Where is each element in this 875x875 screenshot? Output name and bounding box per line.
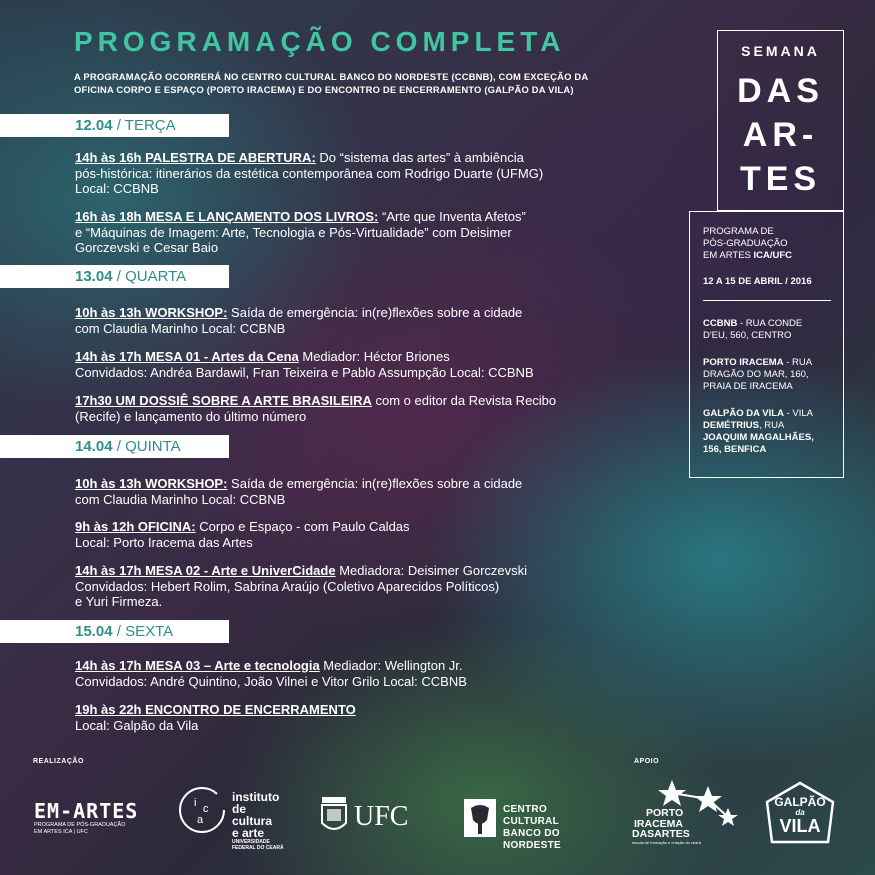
event-heading: 16h às 18h MESA E LANÇAMENTO DOS LIVROS:	[75, 209, 379, 224]
location-name: JOAQUIM MAGALHÃES,	[703, 432, 814, 443]
realizacao-label: REALIZAÇÃO	[33, 758, 84, 765]
ica-name: instituto	[232, 790, 280, 804]
event-first-line	[75, 349, 615, 365]
location-name: PORTO IRACEMA	[703, 357, 784, 368]
ufc-crest-icon	[318, 795, 350, 837]
event-item	[75, 476, 615, 507]
ica-name: de cultura	[232, 802, 273, 828]
event-heading: 14h às 17h MESA 01 - Artes da Cena	[75, 349, 299, 364]
em-artes-wordmark: EM-ARTES	[34, 799, 139, 823]
day-date: 12.04	[75, 117, 113, 134]
porto-name: DASARTES	[632, 828, 690, 840]
location-porto-iracema	[703, 357, 838, 393]
porto-name: IRACEMA	[634, 817, 683, 830]
bnb-name: CENTRO CULTURAL	[503, 804, 560, 827]
svg-text:a: a	[197, 814, 204, 826]
program-info	[703, 226, 838, 262]
event-item	[75, 305, 615, 336]
location-address: - VILA	[783, 408, 813, 419]
program-unit: ICA/UFC	[753, 250, 793, 261]
day-weekday: QUARTA	[125, 268, 187, 285]
event-text: Mediador: Héctor Briones	[298, 349, 450, 364]
event-item	[75, 393, 615, 424]
location-address: D'EU, 560, CENTRO	[703, 330, 792, 341]
info-box	[689, 211, 844, 478]
event-text-line: Local: Galpão da Vila	[75, 717, 199, 733]
event-heading: 9h às 12h OFICINA:	[75, 519, 196, 534]
event-heading: 19h às 22h ENCONTRO DE ENCERRAMENTO	[75, 702, 356, 717]
apoio-label: APOIO	[634, 758, 660, 765]
day-weekday: QUINTA	[125, 438, 181, 455]
event-item	[75, 150, 615, 197]
event-text-line: e “Máquinas de Imagem: Arte, Tecnologia e Pós-Virtualidade” com Deisimer	[75, 224, 512, 240]
ica-subtitle: UNIVERSIDADE	[232, 839, 270, 845]
event-heading: 17h30 UM DOSSIÊ SOBRE A ARTE BRASILEIRA	[75, 393, 372, 408]
event-text-line: Convidados: Hebert Rolim, Sabrina Araújo (Coletivo Aparecidos Políticos)	[75, 578, 500, 594]
location-address: - RUA	[783, 357, 813, 368]
intro-line: OFICINA CORPO E ESPAÇO (PORTO IRACEMA) E DO ENCONTRO DE ENCERRAMENTO (GALPÃO DA VILA)	[74, 84, 574, 95]
porto-name: PORTO	[646, 807, 684, 819]
day-separator: /	[112, 438, 126, 455]
day-separator: /	[112, 117, 125, 134]
event-first-line	[75, 209, 615, 225]
event-first-line	[75, 658, 615, 674]
ica-circle-icon	[176, 785, 228, 835]
day-date: 15.04	[75, 623, 113, 640]
event-text: com o editor da Revista Recibo	[371, 393, 557, 408]
divider	[703, 300, 831, 301]
event-text-line: Gorczevski e Cesar Baio	[75, 240, 219, 255]
event-text: Saída de emergência: in(re)flexões sobre a cidade	[227, 305, 523, 320]
event-first-line	[75, 563, 615, 579]
event-heading: 10h às 13h WORKSHOP:	[75, 305, 228, 320]
ufc-wordmark: UFC	[354, 801, 409, 832]
program-line: PROGRAMA DE	[703, 226, 774, 237]
event-text-line: pós-histórica: itinerários da estética contemporânea com Rodrigo Duarte (UFMG)	[75, 165, 544, 181]
event-heading: 14h às 17h MESA 02 - Arte e UniverCidade	[75, 563, 336, 578]
em-artes-logo	[34, 800, 149, 836]
ufc-logo	[318, 795, 428, 840]
day-date: 14.04	[75, 438, 113, 455]
day-date: 13.04	[75, 268, 113, 285]
location-galpao	[703, 408, 838, 456]
galpao-logo	[764, 780, 836, 846]
tes-label: TES	[739, 160, 822, 198]
ar-label: AR-	[742, 116, 819, 154]
event-text-line: com Claudia Marinho Local: CCBNB	[75, 320, 286, 336]
porto-subtitle: escola de formação e criação do ceará	[632, 839, 701, 845]
day-header	[0, 435, 229, 458]
day-header	[0, 265, 229, 288]
event-heading: 14h às 17h MESA 03 – Arte e tecnologia	[75, 658, 320, 673]
day-weekday: SEXTA	[125, 623, 174, 640]
intro-text	[74, 70, 634, 96]
program-line: EM ARTES	[703, 250, 754, 261]
location-name: 156, BENFICA	[703, 444, 767, 455]
event-item	[75, 209, 615, 256]
program-line: PÓS-GRADUAÇÃO	[703, 238, 788, 249]
event-first-line	[75, 702, 615, 718]
event-first-line	[75, 476, 615, 492]
ica-name: e arte	[232, 826, 265, 840]
event-text-line: Local: CCBNB	[75, 181, 159, 196]
bnb-logo	[463, 798, 603, 851]
event-text: Mediador: Wellington Jr.	[319, 658, 463, 673]
day-header	[0, 114, 229, 137]
em-artes-subtitle: EM ARTES ICA | UFC	[34, 829, 88, 835]
event-text: “Arte que Inventa Afetos”	[378, 209, 526, 224]
event-item	[75, 658, 615, 689]
day-weekday: TERÇA	[124, 117, 176, 134]
semana-label: SEMANA	[741, 43, 820, 59]
event-item	[75, 519, 615, 550]
event-title-box	[717, 30, 844, 211]
event-text-line: Convidados: André Quintino, João Vilnei e Vitor Grilo Local: CCBNB	[75, 673, 467, 689]
event-item	[75, 702, 615, 733]
page-title: PROGRAMAÇÃO COMPLETA	[74, 26, 566, 57]
location-address: , RUA	[758, 420, 785, 431]
day-header	[0, 620, 229, 643]
event-first-line	[75, 150, 615, 166]
event-text-line: e Yuri Firmeza.	[75, 594, 163, 609]
event-first-line	[75, 519, 615, 535]
location-ccbnb	[703, 318, 838, 342]
das-label: DAS	[737, 72, 824, 110]
event-text-line: com Claudia Marinho Local: CCBNB	[75, 491, 286, 507]
day-separator: /	[112, 623, 126, 640]
day-separator: /	[112, 268, 126, 285]
location-name: GALPÃO DA VILA	[703, 408, 784, 419]
event-text-line: Convidados: Andréa Bardawil, Fran Teixeira e Pablo Assumpção Local: CCBNB	[75, 364, 534, 380]
event-first-line	[75, 393, 615, 409]
galpao-name: da	[795, 808, 805, 817]
location-address: PRAIA DE IRACEMA	[703, 381, 793, 392]
location-name: CCBNB	[703, 318, 738, 329]
galpao-name: VILA	[779, 816, 821, 836]
svg-text:c: c	[203, 803, 209, 815]
dates-label: 12 A 15 DE ABRIL / 2016	[703, 276, 812, 287]
location-name: DEMÉTRIUS	[703, 420, 759, 431]
event-text: Do “sistema das artes” à ambiência	[315, 150, 524, 165]
svg-text:i: i	[194, 797, 197, 809]
ica-subtitle: FEDERAL DO CEARÁ	[232, 845, 284, 851]
porto-iracema-logo	[632, 778, 742, 848]
intro-line: A PROGRAMAÇÃO OCORRERÁ NO CENTRO CULTURAL BANCO DO NORDESTE (CCBNB), COM EXCEÇÃO DA	[74, 71, 589, 82]
em-artes-subtitle: PROGRAMA DE PÓS-GRADUAÇÃO	[34, 822, 126, 828]
bnb-emblem-icon	[463, 798, 497, 838]
location-address: DRAGÃO DO MAR, 160,	[703, 369, 809, 380]
bnb-name: BANCO DO NORDESTE	[503, 828, 561, 851]
event-text-line: (Recife) e lançamento do último número	[75, 408, 307, 424]
event-text: Corpo e Espaço - com Paulo Caldas	[195, 519, 410, 534]
galpao-name: GALPÃO	[774, 795, 826, 809]
location-address: - RUA CONDE	[737, 318, 803, 329]
event-text-line: Local: Porto Iracema das Artes	[75, 534, 253, 550]
event-text: Saída de emergência: in(re)flexões sobre a cidade	[227, 476, 523, 491]
event-text: Mediadora: Deisimer Gorczevski	[335, 563, 528, 578]
event-first-line	[75, 305, 615, 321]
event-item	[75, 349, 615, 380]
event-heading: 14h às 16h PALESTRA DE ABERTURA:	[75, 150, 316, 165]
ica-logo	[176, 785, 286, 851]
event-item	[75, 563, 615, 610]
event-heading: 10h às 13h WORKSHOP:	[75, 476, 228, 491]
